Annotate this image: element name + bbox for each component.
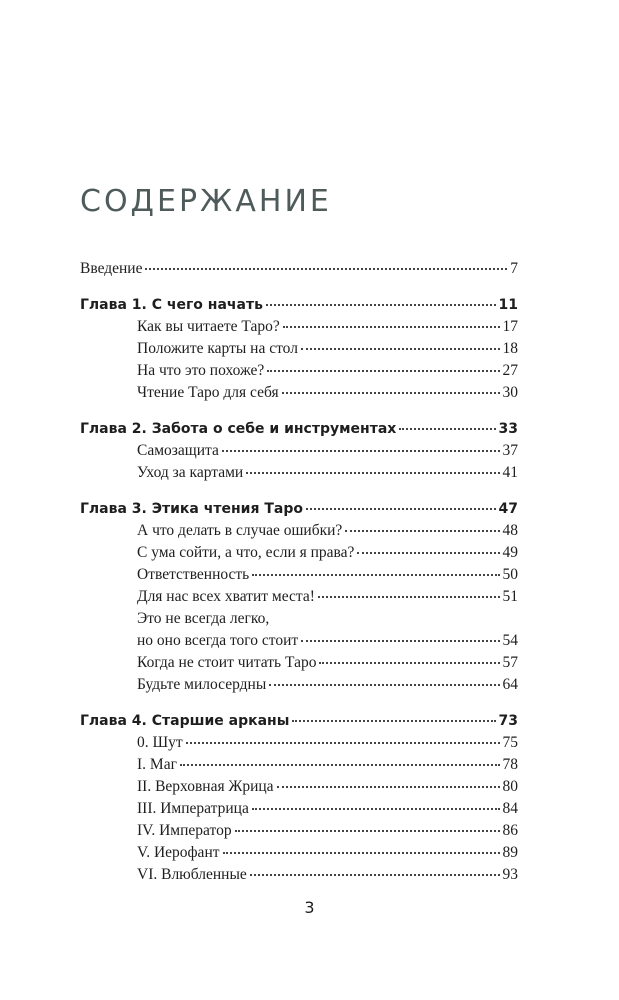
dot-leader [266,304,496,306]
toc-entry-label: Глава 2. Забота о себе и инструментах [80,421,397,437]
toc-entry-label: Введение [80,260,143,277]
toc-entry-page: 27 [502,362,518,379]
toc-entry-label: но оно всегда того стоит [137,632,299,649]
toc-entry [80,462,518,484]
toc-entry-page: 48 [502,522,518,539]
toc-entry-page: 86 [502,822,518,839]
toc-entry [80,732,518,754]
toc-entry [80,630,518,652]
toc-entry [80,440,518,462]
toc-entry [80,542,518,564]
dot-leader [345,530,499,532]
toc-entry-page: 50 [502,566,518,583]
toc-entry-label: Ответственность [137,566,250,583]
dot-leader [306,508,496,510]
toc-entry-label: С ума сойти, а что, если я права? [137,544,355,561]
toc-chapter-entry [80,294,518,316]
toc-entry [80,776,518,798]
toc-entry-label: Положите карты на стол [137,340,298,357]
dot-leader [269,684,499,686]
dot-leader [252,574,499,576]
toc-entry-label: II. Верховная Жрица [137,778,274,795]
toc-entry-label: Глава 1. С чего начать [80,297,263,313]
toc-entry-page: 11 [498,297,518,313]
toc-entry-label: Когда не стоит читать Таро [137,654,317,671]
toc-entry-label: Для нас всех хватит места! [137,588,315,605]
toc-entry-page: 49 [502,544,518,561]
dot-leader [180,764,500,766]
toc-entry [80,258,518,280]
dot-leader [267,370,499,372]
dot-leader [277,786,500,788]
toc-entry [80,360,518,382]
toc-entry [80,382,518,404]
toc-chapter-entry [80,418,518,440]
toc-entry-page: 33 [498,421,518,437]
toc-entry [80,754,518,776]
toc-entry-page: 17 [502,318,518,335]
dot-leader [223,852,500,854]
dot-leader [222,450,500,452]
toc-entry [80,586,518,608]
toc-entry-page: 73 [498,713,518,729]
toc-entry-page: 37 [502,442,518,459]
toc-entry-page: 93 [502,866,518,883]
dot-leader [319,662,499,664]
dot-leader [301,348,500,350]
toc-entry-page: 84 [502,800,518,817]
toc-entry-label: А что делать в случае ошибки? [137,522,343,539]
toc-entry-label: I. Маг [137,756,177,773]
dot-leader [252,808,500,810]
toc-entry-page: 41 [502,464,518,481]
toc-entry [80,316,518,338]
toc-entry-label: Как вы читаете Таро? [137,318,280,335]
toc-entry-label: Глава 4. Старшие арканы [80,713,290,729]
toc-entry-page: 51 [502,588,518,605]
toc-entry-page: 7 [510,260,518,277]
toc-entry-label: 0. Шут [137,734,183,751]
toc-entry-page: 47 [498,501,518,517]
toc-chapter-entry [80,498,518,520]
toc-entry [80,798,518,820]
table-of-contents [80,258,518,886]
toc-entry-page: 64 [502,676,518,693]
toc-entry-label: IV. Император [137,822,232,839]
toc-entry-label: Будьте милосердны [137,676,267,693]
toc-entry [80,608,518,630]
toc-entry [80,564,518,586]
toc-entry-page: 80 [502,778,518,795]
page-title: СОДЕРЖАНИЕ [80,184,332,219]
toc-entry [80,842,518,864]
toc-entry-page: 57 [502,654,518,671]
toc-entry-label: Это не всегда легко, [137,610,270,627]
toc-entry-label: Самозащита [137,442,219,459]
dot-leader [235,830,500,832]
toc-entry [80,864,518,886]
dot-leader [246,472,499,474]
toc-entry-label: На что это похоже? [137,362,265,379]
toc-entry-label: Чтение Таро для себя [137,384,279,401]
toc-entry-page: 54 [502,632,518,649]
dot-leader [301,640,499,642]
toc-entry-label: VI. Влюбленные [137,866,247,883]
toc-entry [80,338,518,360]
toc-entry-label: V. Иерофант [137,844,220,861]
toc-entry [80,674,518,696]
dot-leader [283,326,500,328]
toc-entry-page: 18 [502,340,518,357]
toc-chapter-entry [80,710,518,732]
dot-leader [318,596,500,598]
dot-leader [399,428,495,430]
toc-entry-page: 75 [502,734,518,751]
dot-leader [292,720,495,722]
dot-leader [145,268,507,270]
toc-entry-label: Глава 3. Этика чтения Таро [80,501,303,517]
toc-entry [80,820,518,842]
toc-entry [80,652,518,674]
toc-entry-page: 89 [502,844,518,861]
toc-entry-page: 30 [502,384,518,401]
toc-entry-label: Уход за картами [137,464,244,481]
toc-entry-label: III. Императрица [137,800,249,817]
page-number: 3 [304,898,315,917]
dot-leader [282,392,500,394]
dot-leader [357,552,499,554]
dot-leader [250,874,500,876]
toc-entry [80,520,518,542]
dot-leader [186,742,500,744]
toc-entry-page: 78 [502,756,518,773]
